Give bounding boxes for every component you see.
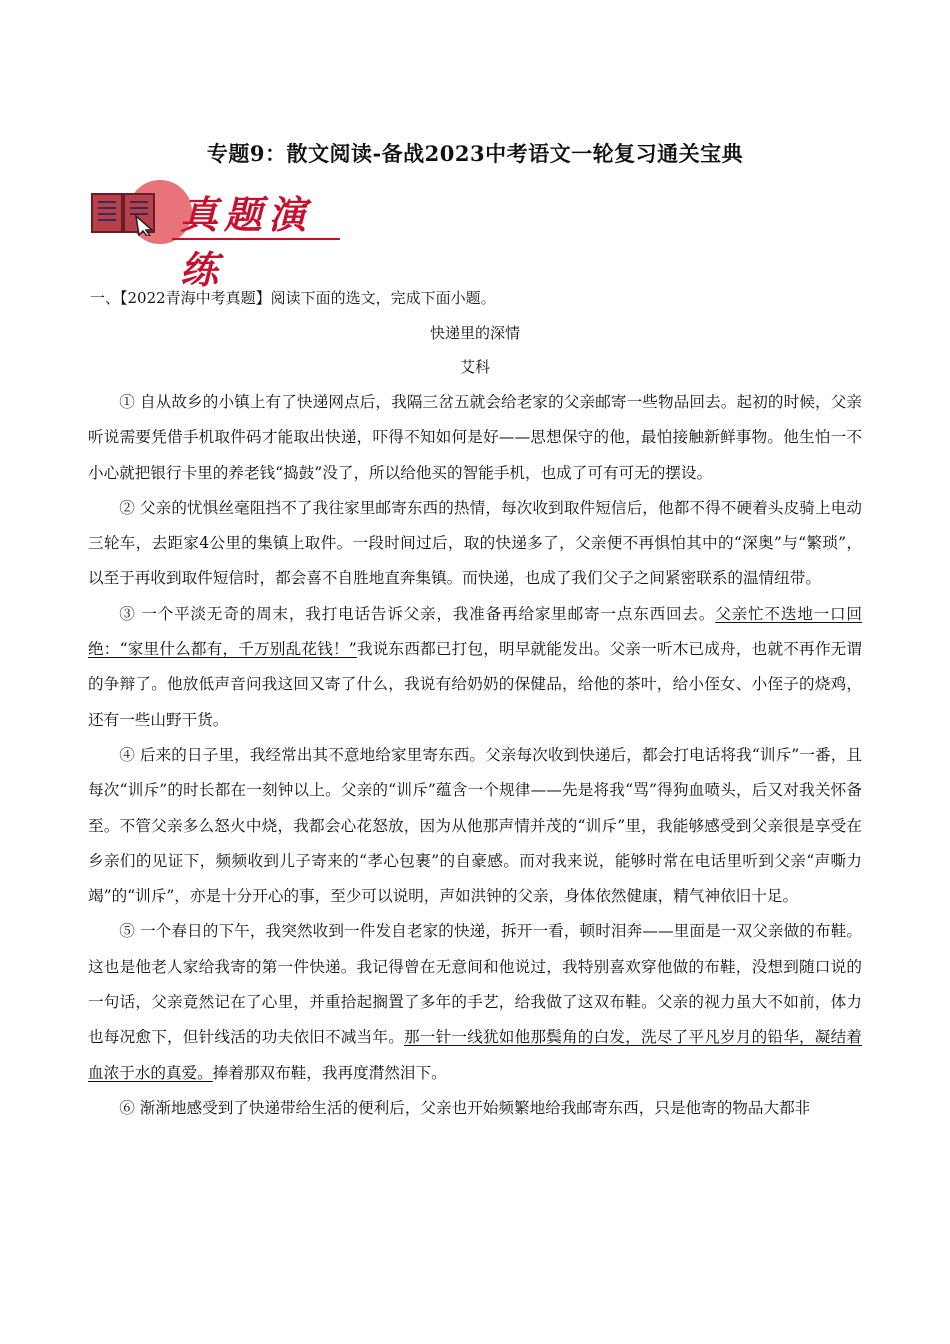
section-banner	[90, 178, 350, 292]
paragraph-3	[88, 597, 862, 738]
paragraph-text: ⑥ 渐渐地感受到了快递带给生活的便利后，父亲也开始频繁地给我邮寄东西，只是他寄的物品大都非	[119, 1098, 811, 1117]
banner-title: 真题演练	[180, 192, 313, 292]
paragraph-text: ③ 一个平淡无奇的周末，我打电话告诉父亲，我准备再给家里邮寄一点东西回去。	[119, 604, 716, 623]
article-title: 快递里的深情	[429, 324, 520, 342]
article-body	[88, 385, 862, 1126]
paragraph-4	[88, 738, 862, 914]
paragraph-text: 我说东西都已打包，明早就能发出。父亲一听木已成舟，也就不再作无谓的争辩了。他放低声音问我这回又寄了什么，我说有给奶奶的保健品，给他的茶叶，给小侄女、小侄子的烧鸡，还有一些山野干货。	[88, 640, 862, 729]
book-icon	[90, 190, 160, 236]
paragraph-6	[88, 1091, 862, 1126]
question-intro: 一、【2022青海中考真题】阅读下面的选文，完成下面小题。	[90, 289, 496, 307]
article-author: 艾科	[459, 358, 490, 376]
page-title: 专题9：散文阅读-备战2023中考语文一轮复习通关宝典	[206, 141, 744, 166]
paragraph-2	[88, 491, 862, 597]
paragraph-text: ② 父亲的忧惧丝毫阻挡不了我往家里邮寄东西的热情，每次收到取件短信后，他都不得不硬着头皮骑上电动三轮车，去距家4公里的集镇上取件。一段时间过后，取的快递多了，父亲便不再惧怕其中的“深奥”与“繁琐”，以至于再收到取件短信时，都会喜不自胜地直奔集镇。而快递，也成了我们父子之间紧密联系的温情纽带。	[88, 498, 862, 588]
paragraph-1	[88, 385, 862, 491]
paragraph-text: ① 自从故乡的小镇上有了快递网点后，我隔三岔五就会给老家的父亲邮寄一些物品回去。起初的时候，父亲听说需要凭借手机取件码才能取出快递，吓得不知如何是好——思想保守的他，最怕接触新鲜事物。他生怕一不小心就把银行卡里的养老钱“捣鼓”没了，所以给他买的智能手机，也成了可有可无的摆设。	[88, 393, 862, 482]
paragraph-5	[88, 914, 862, 1090]
underlined-sentence: 父亲忙不迭地一口回绝：“家里什么都有，千万别乱花钱！”	[88, 604, 862, 659]
banner-underline	[172, 238, 340, 240]
paragraph-text: 捧着那双布鞋，我再度潸然泪下。	[212, 1063, 447, 1082]
paragraph-text: ⑤ 一个春日的下午，我突然收到一件发自老家的快递，拆开一看，顿时泪奔——里面是一双父亲做的布鞋。这也是他老人家给我寄的第一件快递。我记得曾在无意间和他说过，我特别喜欢穿他做的布鞋，没想到随口说的一句话，父亲竟然记在了心里，并重拾起搁置了多年的手艺，给我做了这双布鞋。父亲的视力虽大不如前，体力也每况愈下，但针线活的功夫依旧不减当年。	[88, 922, 862, 1047]
underlined-sentence: 那一针一线犹如他那鬓角的白发，洗尽了平凡岁月的铅华，凝结着血浓于水的真爱。	[88, 1028, 862, 1082]
paragraph-text: ④ 后来的日子里，我经常出其不意地给家里寄东西。父亲每次收到快递后，都会打电话将我“训斥”一番，且每次“训斥”的时长都在一刻钟以上。父亲的“训斥”蕴含一个规律——先是将我“骂”得狗血喷头，后又对我关怀备至。不管父亲多么怒火中烧，我都会心花怒放，因为从他那声情并茂的“训斥”里，我能够感受到父亲很是享受在乡亲们的见证下，频频收到儿子寄来的“孝心包裹”的自豪感。而对我来说，能够时常在电话里听到父亲“声嘶力竭”的“训斥”，亦是十分开心的事，至少可以说明，声如洪钟的父亲，身体依然健康，精气神依旧十足。	[88, 745, 862, 906]
